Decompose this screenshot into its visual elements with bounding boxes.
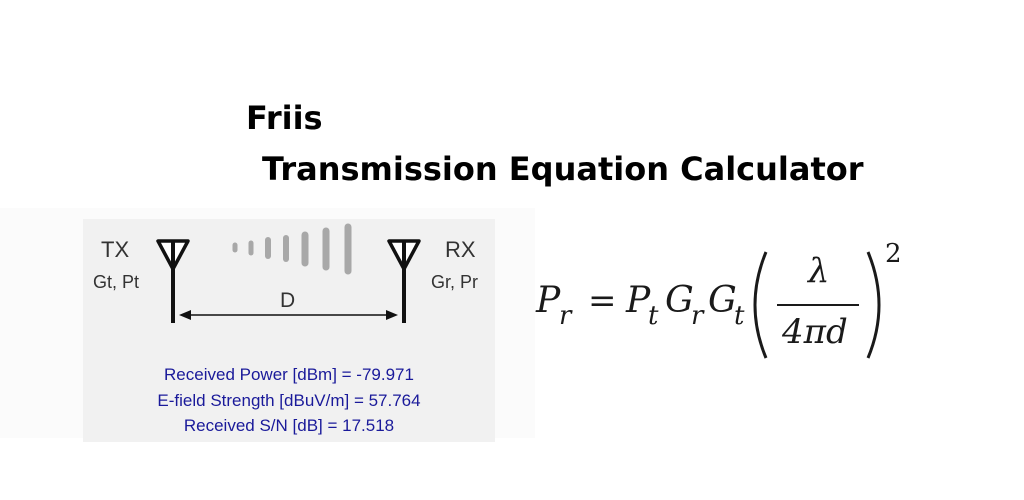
signal-wave-icon — [235, 227, 348, 271]
formula-gt-sub: t — [734, 301, 745, 331]
formula-denominator: 4πd — [782, 312, 848, 352]
formula-gr-sub: r — [691, 301, 704, 331]
formula-lhs-sub: r — [559, 301, 572, 331]
formula-gt: G — [708, 280, 737, 321]
formula-pt: P — [626, 280, 651, 321]
calculator-panel — [83, 219, 495, 442]
received-sn-result: Received S/N [dB] = 17.518 — [183, 416, 395, 435]
friis-formula — [530, 230, 910, 370]
tx-antenna-icon — [158, 241, 188, 323]
received-power-result: Received Power [dBm] = -79.971 — [164, 365, 414, 384]
rx-label: RX — [445, 237, 476, 262]
distance-label: D — [280, 289, 296, 312]
formula-gr: G — [665, 280, 694, 321]
efield-strength-result: E-field Strength [dBuV/m] = 57.764 — [157, 391, 421, 410]
right-paren-icon — [868, 252, 879, 358]
tx-params: Gt, Pt — [93, 272, 140, 292]
formula-exponent: 2 — [885, 239, 902, 269]
tx-label: TX — [101, 237, 130, 262]
rx-antenna-icon — [389, 241, 419, 323]
formula-equals: = — [588, 281, 617, 321]
title-line-1: Friis — [246, 99, 323, 137]
formula-graphic — [530, 230, 910, 370]
formula-lhs: P — [536, 280, 561, 321]
title-line-2: Transmission Equation Calculator — [262, 150, 864, 188]
formula-numerator: λ — [808, 251, 830, 291]
rx-params: Gr, Pr — [431, 272, 479, 292]
left-paren-icon — [755, 252, 766, 358]
formula-pt-sub: t — [648, 301, 659, 331]
